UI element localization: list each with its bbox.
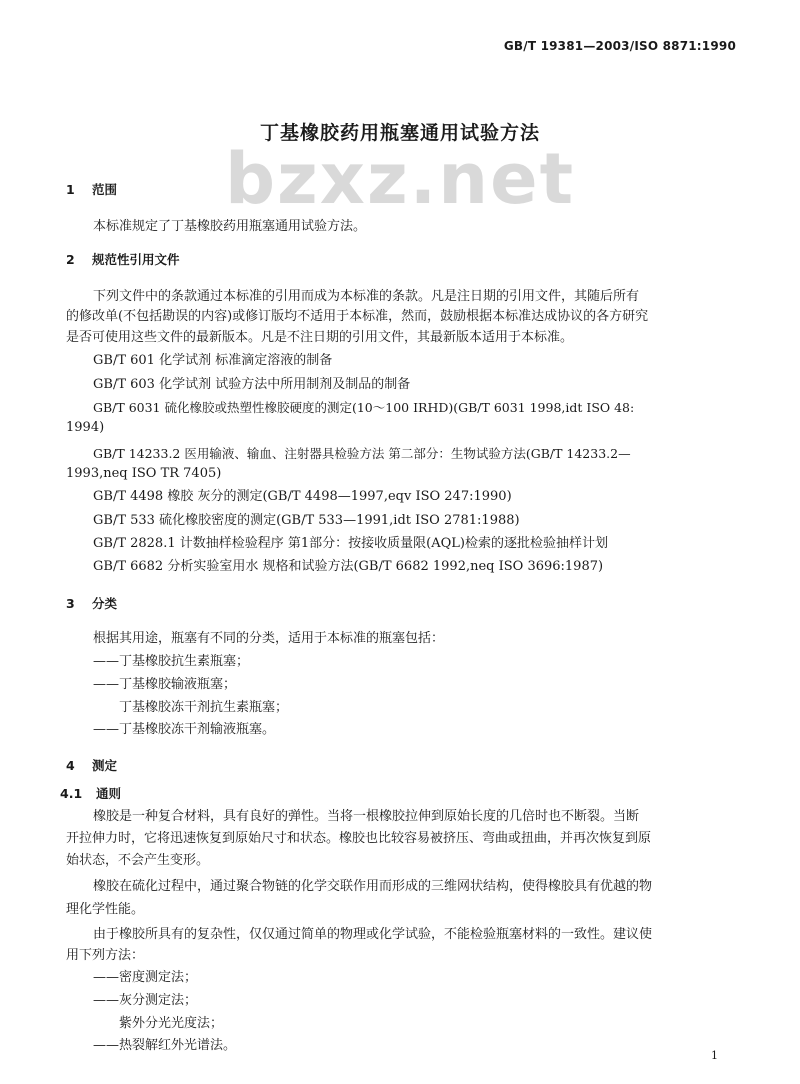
section-1-heading [66, 182, 117, 198]
reference-item: GB/T 6031 硫化橡胶或热塑性橡胶硬度的测定(10～100 IRHD)(GB/T 6031 1998,idt ISO 48: [93, 400, 635, 415]
section-number: 4 [66, 758, 75, 773]
reference-item: GB/T 14233.2 医用输液、输血、注射器具检验方法 第二部分：生物试验方法(GB/T 14233.2— [93, 446, 631, 461]
paragraph-line: 始状态，不会产生变形。 [66, 853, 210, 868]
section-number: 1 [66, 182, 75, 197]
reference-item: GB/T 6682 分析实验室用水 规格和试验方法(GB/T 6682 1992,neq ISO 3696:1987) [93, 559, 604, 574]
subsection-4-1-heading [60, 786, 121, 802]
subsection-title: 通则 [96, 786, 122, 801]
standard-code-header: GB/T 19381—2003/ISO 8871:1990 [503, 39, 736, 53]
paragraph-line: 开拉伸力时，它将迅速恢复到原始尺寸和状态。橡胶也比较容易被挤压、弯曲或扭曲，并再次恢复到原 [66, 831, 652, 846]
section-number: 2 [66, 252, 75, 267]
method-item: ——密度测定法； [93, 970, 198, 985]
method-item: 紫外分光光度法； [119, 1016, 224, 1031]
method-item: ——热裂解红外光谱法。 [93, 1038, 237, 1053]
reference-item: GB/T 4498 橡胶 灰分的测定(GB/T 4498—1997,eqv ISO 247:1990) [93, 489, 512, 504]
watermark: bzxz.net [224, 138, 576, 220]
list-item: ——丁基橡胶输液瓶塞； [93, 677, 237, 692]
paragraph-line: 由于橡胶所具有的复杂性，仅仅通过简单的物理或化学试验，不能检验瓶塞材料的一致性。建议使 [93, 927, 653, 942]
reference-item-continued: 1993,neq ISO TR 7405) [66, 466, 222, 481]
page-number: 1 [711, 1049, 718, 1062]
paragraph-line: 橡胶在硫化过程中，通过聚合物链的化学交联作用而形成的三维网状结构，使得橡胶具有优越的物 [93, 879, 653, 894]
paragraph-line: 理化学性能。 [66, 902, 145, 917]
reference-item: GB/T 603 化学试剂 试验方法中所用制剂及制品的制备 [93, 377, 411, 392]
reference-item: GB/T 601 化学试剂 标准滴定溶液的制备 [93, 353, 333, 368]
list-item: ——丁基橡胶冻干剂输液瓶塞。 [93, 722, 276, 737]
list-item: 丁基橡胶冻干剂抗生素瓶塞； [119, 700, 289, 715]
list-item: ——丁基橡胶抗生素瓶塞； [93, 654, 250, 669]
reference-item-continued: 1994) [66, 420, 105, 435]
section-title: 分类 [92, 596, 118, 611]
section-title: 测定 [92, 758, 118, 773]
paragraph-line: 的修改单(不包括勘误的内容)或修订版均不适用于本标准，然而，鼓励根据本标准达成协议的各方研究 [66, 309, 649, 324]
section-4-heading [66, 758, 117, 774]
paragraph-line: 是否可使用这些文件的最新版本。凡是不注日期的引用文件，其最新版本适用于本标准。 [66, 330, 574, 345]
document-title: 丁基橡胶药用瓶塞通用试验方法 [259, 122, 540, 144]
reference-item: GB/T 2828.1 计数抽样检验程序 第1部分：按接收质量限(AQL)检索的逐批检验抽样计划 [93, 536, 608, 551]
paragraph-line: 用下列方法： [66, 948, 145, 963]
section-1-paragraph: 本标准规定了丁基橡胶药用瓶塞通用试验方法。 [93, 219, 367, 234]
section-3-heading [66, 596, 117, 612]
section-number: 3 [66, 596, 75, 611]
section-title: 规范性引用文件 [92, 252, 180, 267]
method-item: ——灰分测定法； [93, 993, 198, 1008]
section-title: 范围 [92, 182, 118, 197]
paragraph-line: 橡胶是一种复合材料，具有良好的弹性。当将一根橡胶拉伸到原始长度的几倍时也不断裂。当断 [93, 809, 640, 824]
section-3-paragraph: 根据其用途，瓶塞有不同的分类，适用于本标准的瓶塞包括： [93, 631, 445, 646]
section-2-heading [66, 252, 180, 268]
reference-item: GB/T 533 硫化橡胶密度的测定(GB/T 533—1991,idt ISO 2781:1988) [93, 513, 520, 528]
subsection-number: 4.1 [60, 786, 83, 801]
paragraph-line: 下列文件中的条款通过本标准的引用而成为本标准的条款。凡是注日期的引用文件，其随后所有 [93, 289, 640, 304]
